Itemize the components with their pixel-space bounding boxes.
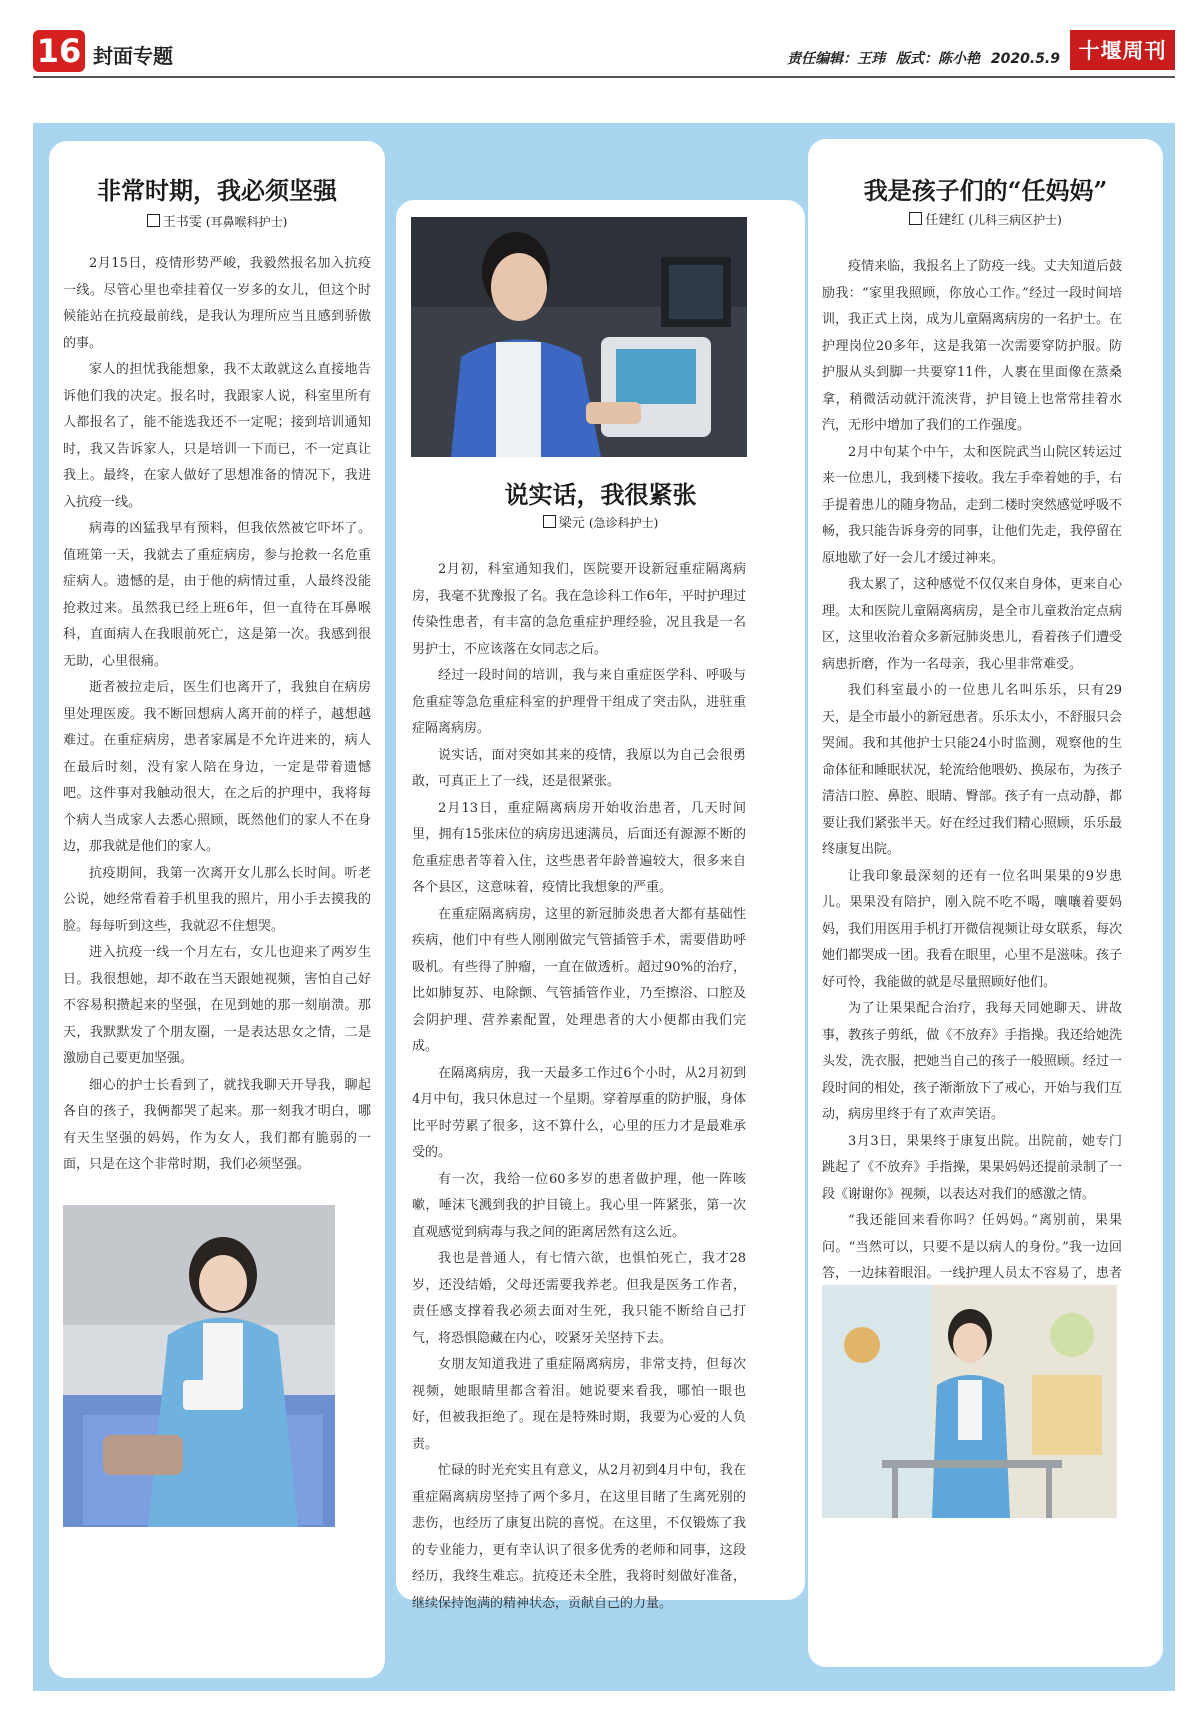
section-name: 封面专题 xyxy=(93,44,173,68)
paragraph: 家人的担忧我能想象，我不太敢就这么直接地告诉他们我的决定。报名时，我跟家人说，科室里所有人都报名了，能不能选我还不一定呢；接到培训通知时，我又告诉家人，只是培训一下而已，不一定真让我上。最终，在家人做好了思想准备的情况下，我进入抗疫一线。 xyxy=(63,362,371,510)
paragraph: 说实话，面对突如其来的疫情，我原以为自己会很勇敢，可真正上了一线，还是很紧张。 xyxy=(412,747,746,789)
byline-square-icon xyxy=(543,515,556,528)
author-role: (耳鼻喉科护士) xyxy=(205,215,288,229)
paragraph: 细心的护士长看到了，就找我聊天开导我，聊起各自的孩子，我俩都哭了起来。那一刻我才明白，哪有天生坚强的妈妈，作为女人，我们都有脆弱的一面，只是在这个非常时期，我们必须坚强。 xyxy=(63,1077,371,1172)
editor-credits xyxy=(781,48,1060,68)
paragraph: 有一次，我给一位60多岁的患者做护理，他一阵咳嗽，唾沫飞溅到我的护目镜上。我心里一阵紧张，第一次直观感觉到病毒与我之间的距离居然有这么近。 xyxy=(412,1171,746,1240)
paragraph: 抗疫期间，我第一次离开女儿那么长时间。听老公说，她经常看着手机里我的照片，用小手去摸我的脸。每每听到这些，我就忍不住想哭。 xyxy=(63,865,371,934)
paragraph: 在重症隔离病房，这里的新冠肺炎患者大都有基础性疾病，他们中有些人刚刚做完气管插管手术，需要借助呼吸机。有些得了肿瘤，一直在做透析。超过90%的治疗，比如肺复苏、电除颤、气管插管作业，乃至擦浴、口腔及会阴护理、营养素配置，处理患者的大小便都由我们完成。 xyxy=(412,906,746,1054)
header-divider xyxy=(33,76,1175,78)
page-header xyxy=(0,0,1200,90)
article-byline xyxy=(808,209,1163,228)
article-byline xyxy=(396,512,805,531)
byline-square-icon xyxy=(147,214,160,227)
nurse-in-corridor-photo xyxy=(822,1285,1117,1518)
layout-designer: 版式：陈小艳 xyxy=(896,51,981,67)
paragraph: 2月13日，重症隔离病房开始收治患者，几天时间里，拥有15张床位的病房迅速满员，后面还有源源不断的危重症患者等着入住，这些患者年龄普遍较大，很多来自各个县区，这意味着，疫情比我想象的严重。 xyxy=(412,800,746,895)
article-title: 我是孩子们的“任妈妈” xyxy=(863,176,1108,205)
paragraph: 我们科室最小的一位患儿名叫乐乐，只有29天，是全市最小的新冠患者。乐乐太小，不舒服只会哭闹。我和其他护士只能24小时监测，观察他的生命体征和睡眠状况，轮流给他喂奶、换尿布，为孩子清洁口腔、鼻腔、眼睛、臀部。孩子有一点动静，都要让我们紧张半天。好在经过我们精心照顾，乐乐最终康复出院。 xyxy=(822,683,1122,857)
paragraph: 我也是普通人，有七情六欲，也惧怕死亡，我才28岁，还没结婚，父母还需要我养老。但我是医务工作者，责任感支撑着我必须去面对生死，我只能不断给自己打气，将恐惧隐藏在内心，咬紧牙关坚持下去。 xyxy=(412,1251,746,1346)
issue-date: 2020.5.9 xyxy=(990,51,1060,67)
page-number: 16 xyxy=(33,30,85,72)
author-name: 任建红 xyxy=(925,213,965,228)
article-body xyxy=(822,254,1122,1281)
article-title: 说实话，我很紧张 xyxy=(504,480,697,509)
paragraph: 2月15日，疫情形势严峻，我毅然报名加入抗疫一线。尽管心里也牵挂着仅一岁多的女儿，但这个时候能站在抗疫最前线，是我认为理所应当且感到骄傲的事。 xyxy=(63,256,371,351)
paragraph: 在隔离病房，我一天最多工作过6个小时，从2月初到4月中旬，我只休息过一个星期。穿着厚重的防护服，身体比平时劳累了很多，这不算什么，心里的压力才是最难承受的。 xyxy=(412,1065,746,1160)
paragraph: 经过一段时间的培训，我与来自重症医学科、呼吸与危重症等急危重症科室的护理骨干组成了突击队，进驻重症隔离病房。 xyxy=(412,668,746,736)
male-nurse-with-ventilator-photo xyxy=(411,217,747,457)
paragraph: 为了让果果配合治疗，我每天同她聊天、讲故事，教孩子剪纸，做《不放弃》手指操。我还给她洗头发，洗衣服，把她当自己的孩子一般照顾。经过一段时间的相处，孩子渐渐放下了戒心，开始与我们互动，病房里终于有了欢声笑语。 xyxy=(822,1001,1122,1122)
paragraph: 2月初，科室通知我们，医院要开设新冠重症隔离病房，我毫不犹豫报了名。我在急诊科工作6年，平时护理过传染性患者，有丰富的急危重症护理经验，况且我是一名男护士，不应该落在女同志之后。 xyxy=(412,562,746,657)
nurse-at-bedside-photo xyxy=(63,1205,335,1527)
paragraph: 女朋友知道我进了重症隔离病房，非常支持，但每次视频，她眼睛里都含着泪。她说要来看我，哪怕一眼也好，但被我拒绝了。现在是特殊时期，我要为心爱的人负责。 xyxy=(412,1357,746,1452)
author-role: (急诊科护士) xyxy=(588,516,659,530)
article-body xyxy=(63,251,371,1189)
paragraph: 3月3日，果果终于康复出院。出院前，她专门跳起了《不放弃》手指操，果果妈妈还提前录制了一段《谢谢你》视频，以表达对我们的感激之情。 xyxy=(822,1133,1122,1202)
article-card-2 xyxy=(396,200,805,1611)
paragraph: 逝者被拉走后，医生们也离开了，我独自在病房里处理医废。我不断回想病人离开前的样子，越想越难过。在重症病房，患者家属是不允许进来的，病人在最后时刻，没有家人陪在身边，一定是带着遗憾吧。这件事对我触动很大，在之后的护理中，我将每个病人当成家人去悉心照顾，既然他们的家人不在身边，那我就是他们的家人。 xyxy=(63,680,371,854)
paragraph: 让我印象最深刻的还有一位名叫果果的9岁患儿。果果没有陪护，刚入院不吃不喝，嚷嚷着要妈妈，我们用医用手机打开微信视频让母女联系，每次她们都哭成一团。我看在眼里，心里不是滋味。孩子好可怜，我能做的就是尽量照顾好他们。 xyxy=(822,868,1122,990)
paragraph: 我太累了，这种感觉不仅仅来自身体，更来自心理。太和医院儿童隔离病房，是全市儿童救治定点病区，这里收治着众多新冠肺炎患儿，看着孩子们遭受病患折磨，作为一名母亲，我心里非常难受。 xyxy=(822,577,1122,672)
article-title: 非常时期，我必须坚强 xyxy=(97,176,337,205)
article-byline xyxy=(49,211,385,230)
paragraph: “我还能回来看你吗？任妈妈。”离别前，果果问。“当然可以，只要不是以病人的身份。”我一边回答，一边抹着眼泪。一线护理人员太不容易了，患者 xyxy=(822,1213,1122,1281)
paper-masthead: 十堰周刊 xyxy=(1070,30,1175,70)
editor-name: 责任编辑：王玮 xyxy=(787,51,886,67)
paragraph: 进入抗疫一线一个月左右，女儿也迎来了两岁生日。我很想她，却不敢在当天跟她视频，害怕自己好不容易积攒起来的坚强，在见到她的那一刻崩溃。那天，我默默发了个朋友圈，一是表达思女之情，二是激励自己要更加坚强。 xyxy=(63,945,371,1066)
article-card-3 xyxy=(808,139,1163,1667)
feature-panel xyxy=(33,123,1175,1691)
article-card-1 xyxy=(49,141,385,1678)
paragraph: 2月中旬某个中午，太和医院武当山院区转运过来一位患儿，我到楼下接收。我左手牵着她的手，右手提着患儿的随身物品，走到二楼时突然感觉呼吸不畅，我只能告诉身旁的同事，让他们先走，我停留在原地歇了好一会儿才缓过神来。 xyxy=(822,444,1122,566)
article-body xyxy=(412,557,746,1611)
author-name: 王书雯 xyxy=(162,215,202,230)
paragraph: 疫情来临，我报名上了防疫一线。丈夫知道后鼓励我：“家里我照顾，你放心工作。”经过一段时间培训，我正式上岗，成为儿童隔离病房的一名护士。在护理岗位20多年，这是我第一次需要穿防护服。防护服从头到脚一共要穿11件，人裹在里面像在蒸桑拿，稍微活动就汗流浃背，护目镜上也常常挂着水汽，无形中增加了我们的工作强度。 xyxy=(822,259,1122,433)
author-role: (儿科三病区护士) xyxy=(968,213,1062,227)
author-name: 梁元 xyxy=(558,516,585,531)
byline-square-icon xyxy=(909,212,922,225)
paragraph: 忙碌的时光充实且有意义，从2月初到4月中旬，我在重症隔离病房坚持了两个多月，在这里目睹了生离死别的悲伤，也经历了康复出院的喜悦。在这里，不仅锻炼了我的专业能力，更有幸认识了很多优秀的老师和同事，这段经历，我终生难忘。抗疫还未全胜，我将时刻做好准备，继续保持饱满的精神状态，贡献自己的力量。 xyxy=(412,1463,746,1611)
paragraph: 病毒的凶猛我早有预料，但我依然被它吓坏了。值班第一天，我就去了重症病房，参与抢救一名危重症病人。遗憾的是，由于他的病情过重，人最终没能抢救过来。虽然我已经上班6年，但一直待在耳鼻喉科，直面病人在我眼前死亡，这是第一次。我感到很无助，心里很痛。 xyxy=(63,521,371,669)
